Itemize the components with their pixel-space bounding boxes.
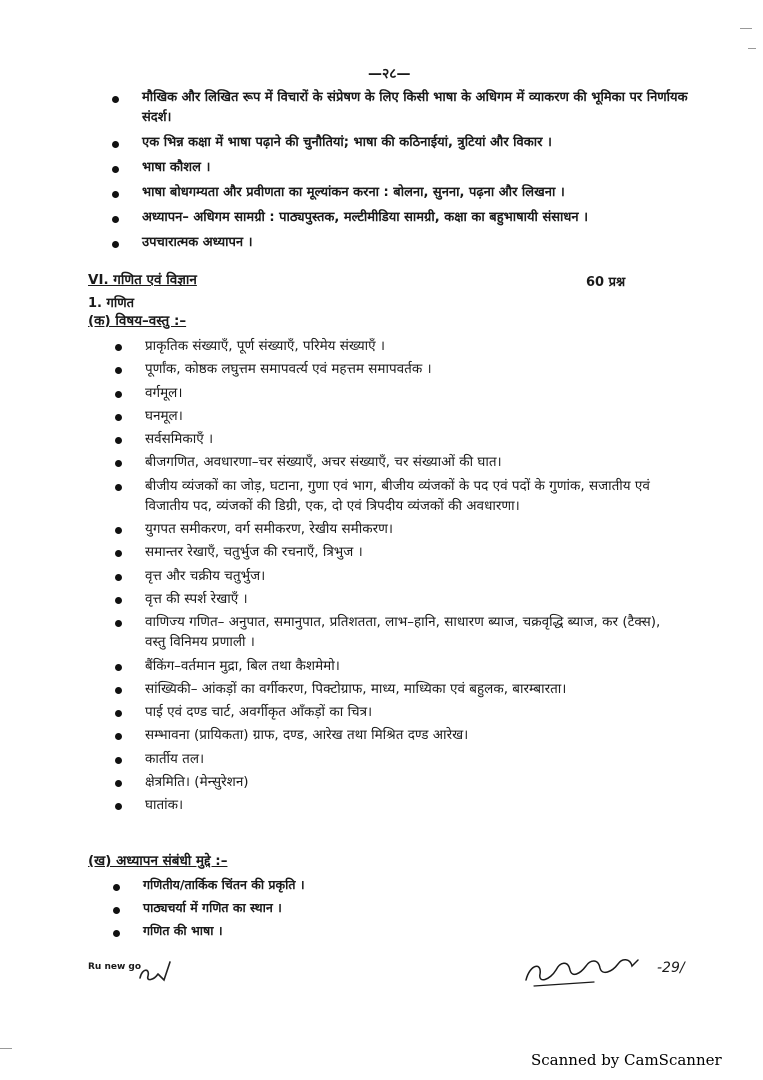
bullet-icon <box>115 597 122 604</box>
scan-edge-mark <box>740 28 752 29</box>
list-item-text: बीजगणित, अवधारणा–चर संख्याएँ, अचर संख्याएँ, चर संख्याओं की घात। <box>145 454 502 471</box>
list-item <box>113 899 513 917</box>
content-heading: (क) विषय–वस्तु :– <box>88 313 187 329</box>
list-item <box>112 208 697 228</box>
list-item <box>113 922 513 940</box>
list-item-text: अध्यापन– अधिगम सामग्री : पाठ्यपुस्तक, मल्टीमीडिया सामग्री, कक्षा का बहुभाषायी संसाधन । <box>142 210 589 225</box>
list-item <box>112 183 697 203</box>
bullet-icon <box>112 96 119 103</box>
list-item <box>115 702 685 722</box>
question-count: 60 प्रश्न <box>586 275 626 290</box>
bullet-icon <box>115 414 122 421</box>
math-content-list <box>115 336 685 819</box>
list-item-text: गणितीय/तार्किक चिंतन की प्रकृति । <box>143 877 305 892</box>
subsection-heading: 1. गणित <box>88 296 135 311</box>
bullet-icon <box>112 191 119 198</box>
list-item <box>112 158 697 178</box>
page-number: —२८— <box>368 66 411 82</box>
bullet-icon <box>115 460 122 467</box>
list-item <box>115 656 685 676</box>
language-pedagogy-list <box>112 88 697 258</box>
bullet-icon <box>115 620 122 627</box>
list-item-text: क्षेत्रमिति। (मेन्सुरेशन) <box>145 774 249 791</box>
list-item-text: सांख्यिकी– आंकड़ों का वर्गीकरण, पिक्टोग्राफ, माध्य, माध्यिका एवं बहुलक, बारम्बारता। <box>145 680 567 697</box>
bullet-icon <box>115 574 122 581</box>
signature-icon <box>520 944 650 990</box>
pedagogy-heading: (ख) अध्यापन संबंधी मुद्दे :– <box>88 853 228 869</box>
list-item-text: बीजीय व्यंजकों का जोड़, घटाना, गुणा एवं भाग, बीजीय व्यंजकों के पद एवं पदों के गुणांक, सजातीय एवं विजातीय पद, व्यंजकों की डिग्री, एक, दो एवं त्रिपदीय व्यंजकों की अवधारणा। <box>145 477 650 514</box>
list-item-text: पूर्णांक, कोष्ठक लघुत्तम समापवर्त्य एवं महत्तम समापवर्तक । <box>145 361 432 378</box>
list-item <box>115 336 685 356</box>
bullet-icon <box>115 550 122 557</box>
list-item-text: प्राकृतिक संख्याएँ, पूर्ण संख्याएँ, परिमेय संख्याएँ । <box>145 338 386 354</box>
scanner-watermark: Scanned by CamScanner <box>531 1051 722 1069</box>
list-item <box>115 452 685 472</box>
list-item-text: उपचारात्मक अध्यापन । <box>142 235 253 250</box>
list-item-text: सर्वसमिकाएँ । <box>145 431 214 448</box>
list-item <box>115 566 685 586</box>
bullet-icon <box>112 141 119 148</box>
list-item-text: वृत्त की स्पर्श रेखाएँ । <box>145 590 248 607</box>
list-item <box>115 383 685 403</box>
scan-edge-mark <box>0 1048 12 1049</box>
bullet-icon <box>113 930 120 937</box>
margin-scribble-icon <box>136 956 186 986</box>
list-item <box>115 725 685 745</box>
list-item <box>115 589 685 609</box>
scan-edge-mark <box>748 48 756 49</box>
bullet-icon <box>112 166 119 173</box>
bullet-icon <box>115 484 122 491</box>
list-item-text: घनमूल। <box>145 407 183 424</box>
bullet-icon <box>113 907 120 914</box>
list-item <box>115 406 685 426</box>
bullet-icon <box>115 710 122 717</box>
list-item <box>113 876 513 894</box>
list-item <box>115 612 685 652</box>
list-item <box>112 88 697 128</box>
list-item-text: गणित की भाषा । <box>143 923 223 938</box>
list-item <box>115 359 685 379</box>
list-item-text: मौखिक और लिखित रूप में विचारों के संप्रेषण के लिए किसी भाषा के अधिगम में व्याकरण की भूमिका पर निर्णायक संदर्श। <box>142 90 688 125</box>
bullet-icon <box>115 664 122 671</box>
bullet-icon <box>115 437 122 444</box>
list-item-text: युगपत समीकरण, वर्ग समीकरण, रेखीय समीकरण। <box>145 521 393 538</box>
list-item <box>112 233 697 253</box>
list-item-text: सम्भावना (प्रायिकता) ग्राफ, दण्ड, आरेख तथा मिश्रित दण्ड आरेख। <box>145 727 469 744</box>
margin-note: Ru new go <box>88 962 142 972</box>
list-item-text: घातांक। <box>145 797 184 814</box>
list-item <box>115 542 685 562</box>
list-item-text: वाणिज्य गणित– अनुपात, समानुपात, प्रतिशतता, लाभ–हानि, साधारण ब्याज, चक्रवृद्धि ब्याज, कर (टैक्स), वस्तु विनिमय प्रणाली । <box>145 614 661 651</box>
bullet-icon <box>115 803 122 810</box>
bullet-icon <box>115 780 122 787</box>
list-item-text: समान्तर रेखाएँ, चतुर्भुज की रचनाएँ, त्रिभुज । <box>145 544 363 561</box>
bullet-icon <box>115 527 122 534</box>
list-item-text: पाई एवं दण्ड चार्ट, अवर्गीकृत आँकड़ों का चित्र। <box>145 704 373 721</box>
bullet-icon <box>115 757 122 764</box>
math-pedagogy-list <box>113 876 513 945</box>
list-item-text: भाषा कौशल । <box>142 160 211 175</box>
bullet-icon <box>112 241 119 248</box>
list-item-text: एक भिन्न कक्षा में भाषा पढ़ाने की चुनौतियां; भाषा की कठिनाईयां, त्रुटियां और विकार । <box>142 135 552 150</box>
bullet-icon <box>115 367 122 374</box>
list-item <box>115 772 685 792</box>
list-item <box>115 795 685 815</box>
bullet-icon <box>115 733 122 740</box>
bullet-icon <box>115 687 122 694</box>
list-item <box>115 476 685 516</box>
list-item-text: भाषा बोधगम्यता और प्रवीणता का मूल्यांकन करना : बोलना, सुनना, पढ़ना और लिखना । <box>142 185 565 200</box>
list-item <box>115 429 685 449</box>
bullet-icon <box>115 391 122 398</box>
list-item-text: कार्तीय तल। <box>145 750 205 767</box>
section-heading: VI. गणित एवं विज्ञान <box>88 272 197 288</box>
bullet-icon <box>112 216 119 223</box>
list-item <box>115 679 685 699</box>
list-item-text: पाठ्यचर्या में गणित का स्थान । <box>143 900 282 915</box>
bullet-icon <box>113 884 120 891</box>
list-item <box>115 749 685 769</box>
list-item-text: वर्गमूल। <box>145 384 183 401</box>
list-item-text: बैंकिंग–वर्तमान मुद्रा, बिल तथा कैशमेमो। <box>145 657 340 674</box>
footer-page-number: -29/ <box>657 960 685 976</box>
bullet-icon <box>115 344 122 351</box>
list-item-text: वृत्त और चक्रीय चतुर्भुज। <box>145 567 266 584</box>
list-item <box>115 519 685 539</box>
list-item <box>112 133 697 153</box>
